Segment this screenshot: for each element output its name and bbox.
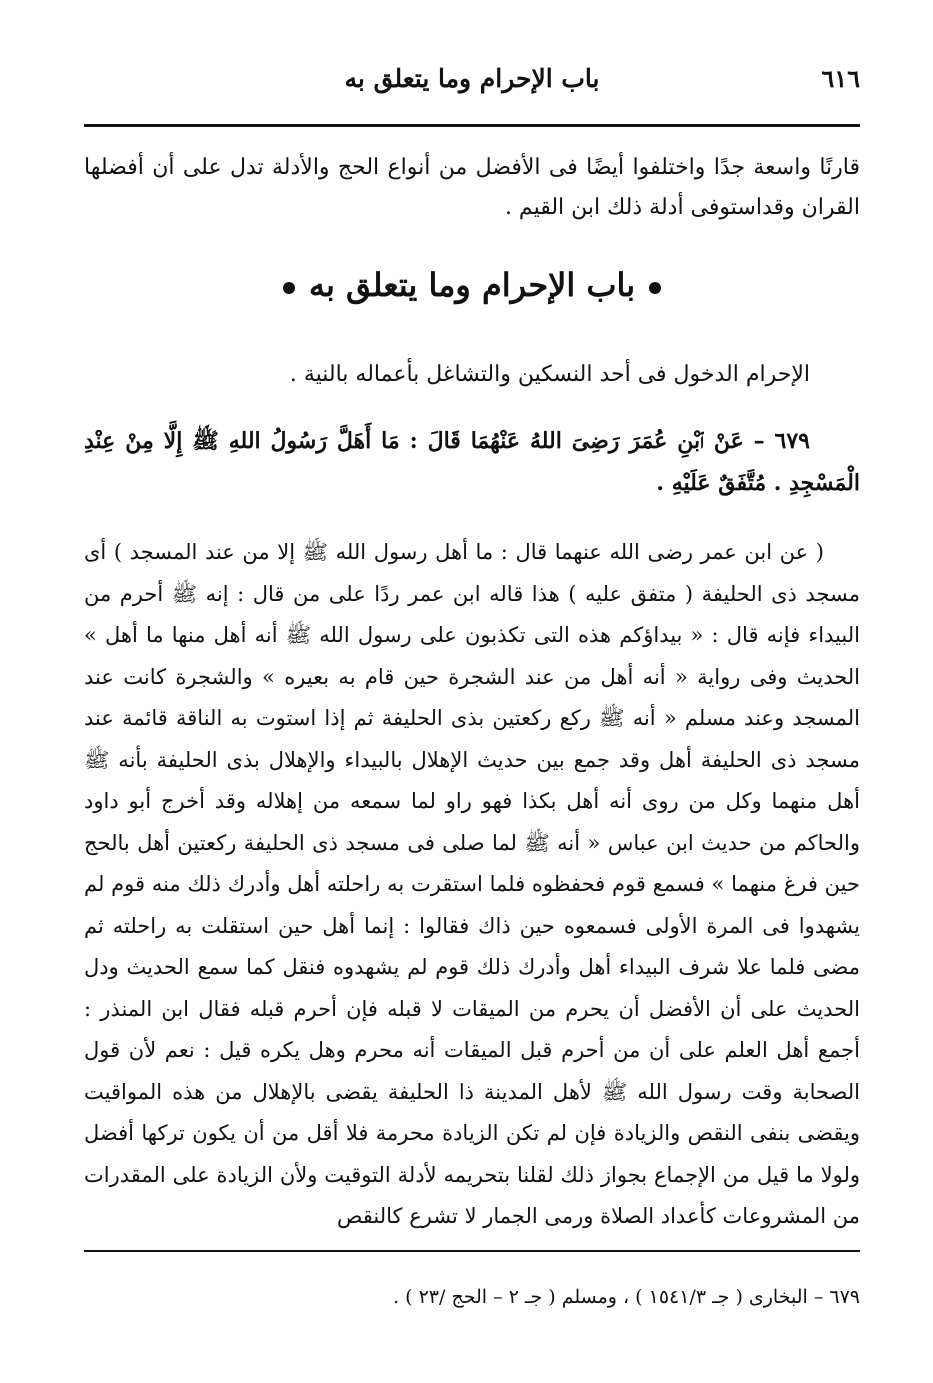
commentary-body <box>84 532 860 1238</box>
definition-paragraph: الإحرام الدخول فى أحد النسكين والتشاغل بأعماله بالنية . <box>289 362 810 387</box>
page-header <box>84 64 860 104</box>
bullet-icon <box>283 282 295 294</box>
header-rule <box>84 124 860 127</box>
footnote: ٦٧٩ – البخارى ( جـ ١٥٤١/٣ ) ، ومسلم ( جـ ٢ – الحج /٢٣ ) . <box>393 1286 860 1308</box>
intro-paragraph: قارنًا واسعة جدًا واختلفوا أيضًا فى الأفضل من أنواع الحج والأدلة تدل على أن أفضلها القران وقداستوفى أدلة ذلك ابن القيم . <box>84 155 860 220</box>
commentary-paragraph: ( عن ابن عمر رضى الله عنهما قال : ما أهل رسول الله ﷺ إلا من عند المسجد ) أى مسجد ذى الحليفة ( متفق عليه ) هذا قاله ابن عمر ردًا على من قال : إنه ﷺ أحرم من البيداء فإنه قال : « بيداؤكم هذه التى تكذبون على رسول الله ﷺ أنه أهل منها ما أهل » الحديث وفى رواية « أنه أهل من عند الشجرة حين قام به بعيره » والشجرة كانت عند المسجد وعند مسلم « أنه ﷺ ركع ركعتين بذى الحليفة ثم إذا استوت به الناقة قائمة عند مسجد ذى الحليفة أهل وقد جمع بين حديث الإهلال بالبيداء والإهلال بذى الحليفة بأنه ﷺ أهل منهما وكل من روى أنه أهل بكذا فهو راو لما سمعه من إهلاله وقد أخرج أبو داود والحاكم من حديث ابن عباس « أنه ﷺ لما صلى فى مسجد ذى الحليفة ركعتين أهل بالحج حين فرغ منهما » فسمع قوم فحفظوه فلما استقرت به راحلته أهل وأدرك ذلك منه قوم لم يشهدوا فى المرة الأولى فسمعوه حين ذاك فقالوا : إنما أهل حين استقلت به راحلته ثم مضى فلما علا شرف البيداء أهل وأدرك ذلك قوم لم يشهدوه فنقل كما سمع الحديث ودل الحديث على أن الأفضل أن يحرم من الميقات لا قبله فإن أحرم قبله فقال ابن المنذر : أجمع أهل العلم على أن من أحرم قبل الميقات أنه محرم وهل يكره قيل : نعم لأن قول الصحابة وقت رسول الله ﷺ لأهل المدينة ذا الحليفة يقضى بالإهلال من هذه المواقيت ويقضى بنفى النقص والزيادة فإن لم تكن الزيادة محرمة فلا أقل من أن يكون تركها أفضل ولولا ما قيل من الإجماع بجواز ذلك لقلنا بتحريمه لأدلة التوقيت ولأن الزيادة على المقدرات من المشروعات كأعداد الصلاة ورمى الجمار لا تشرع كالنقص <box>84 540 860 1228</box>
bullet-icon <box>649 282 661 294</box>
chapter-heading <box>84 266 860 304</box>
chapter-heading-text: باب الإحرام وما يتعلق به <box>308 266 636 304</box>
page-number: ٦١٦ <box>821 64 860 93</box>
hadith-text: ٦٧٩ – عَنْ ٱبْنِ عُمَرَ رَضِىَ اللهُ عَنْهُمَا قَالَ : مَا أَهَلَّ رَسُولُ اللهِ ﷺ إِلَّا مِنْ عِنْدِ الْمَسْجِدِ . مُتَّفَقٌ عَلَيْهِ . <box>84 428 860 496</box>
running-title: باب الإحرام وما يتعلق به <box>344 64 600 93</box>
footnote-rule <box>84 1250 860 1252</box>
